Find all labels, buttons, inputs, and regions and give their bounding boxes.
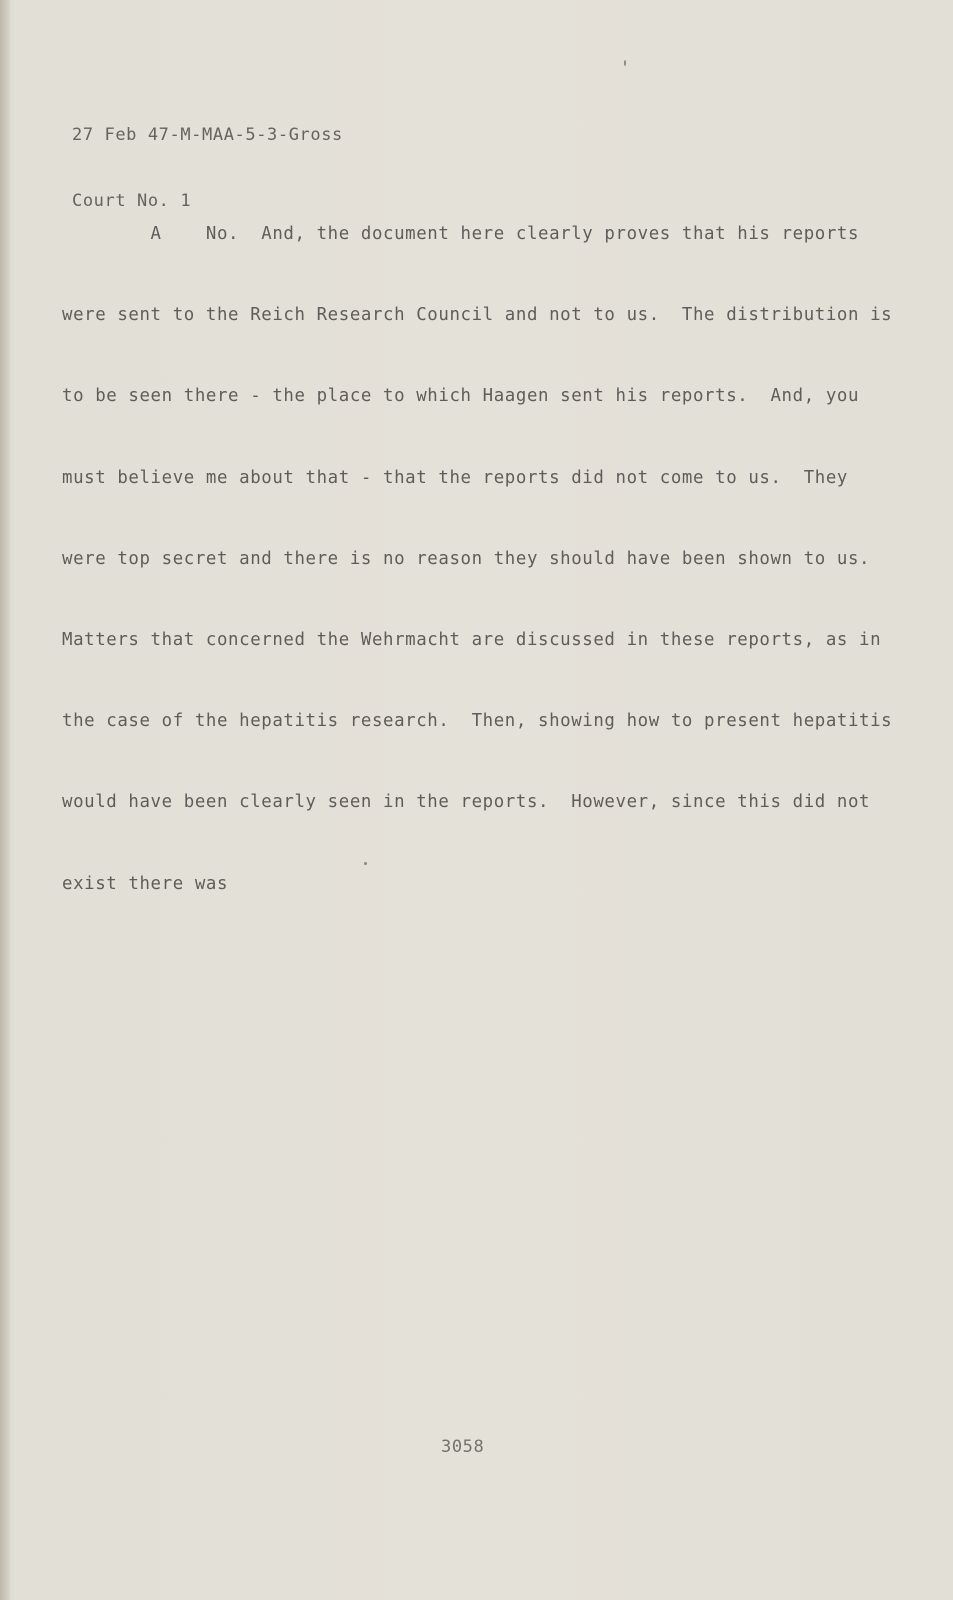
transcript-line: the case of the hepatitis research. Then, showing how to present hepatitis xyxy=(62,711,893,732)
paper-speck xyxy=(364,862,367,865)
transcript-line: to be seen there - the place to which Haagen sent his reports. And, you xyxy=(62,386,860,407)
page-edge xyxy=(0,0,10,1600)
transcript-line: were sent to the Reich Research Council and not to us. The distribution is xyxy=(62,305,893,326)
header-court-line: Court No. 1 xyxy=(72,191,192,211)
transcript-line: must believe me about that - that the reports did not come to us. They xyxy=(62,467,848,488)
transcript-line: Matters that concerned the Wehrmacht are discussed in these reports, as in xyxy=(62,629,882,650)
header-date-line: 27 Feb 47-M-MAA-5-3-Gross xyxy=(72,125,343,145)
transcript-line: exist there was xyxy=(62,873,229,894)
transcript-body xyxy=(62,182,892,953)
transcript-line: would have been clearly seen in the reports. However, since this did not xyxy=(62,792,871,813)
paper-speck xyxy=(624,60,626,66)
page-number: 3058 xyxy=(441,1437,485,1457)
transcript-line: A No. And, the document here clearly proves that his reports xyxy=(62,224,860,244)
transcript-line: were top secret and there is no reason they should have been shown to us. xyxy=(62,548,871,569)
